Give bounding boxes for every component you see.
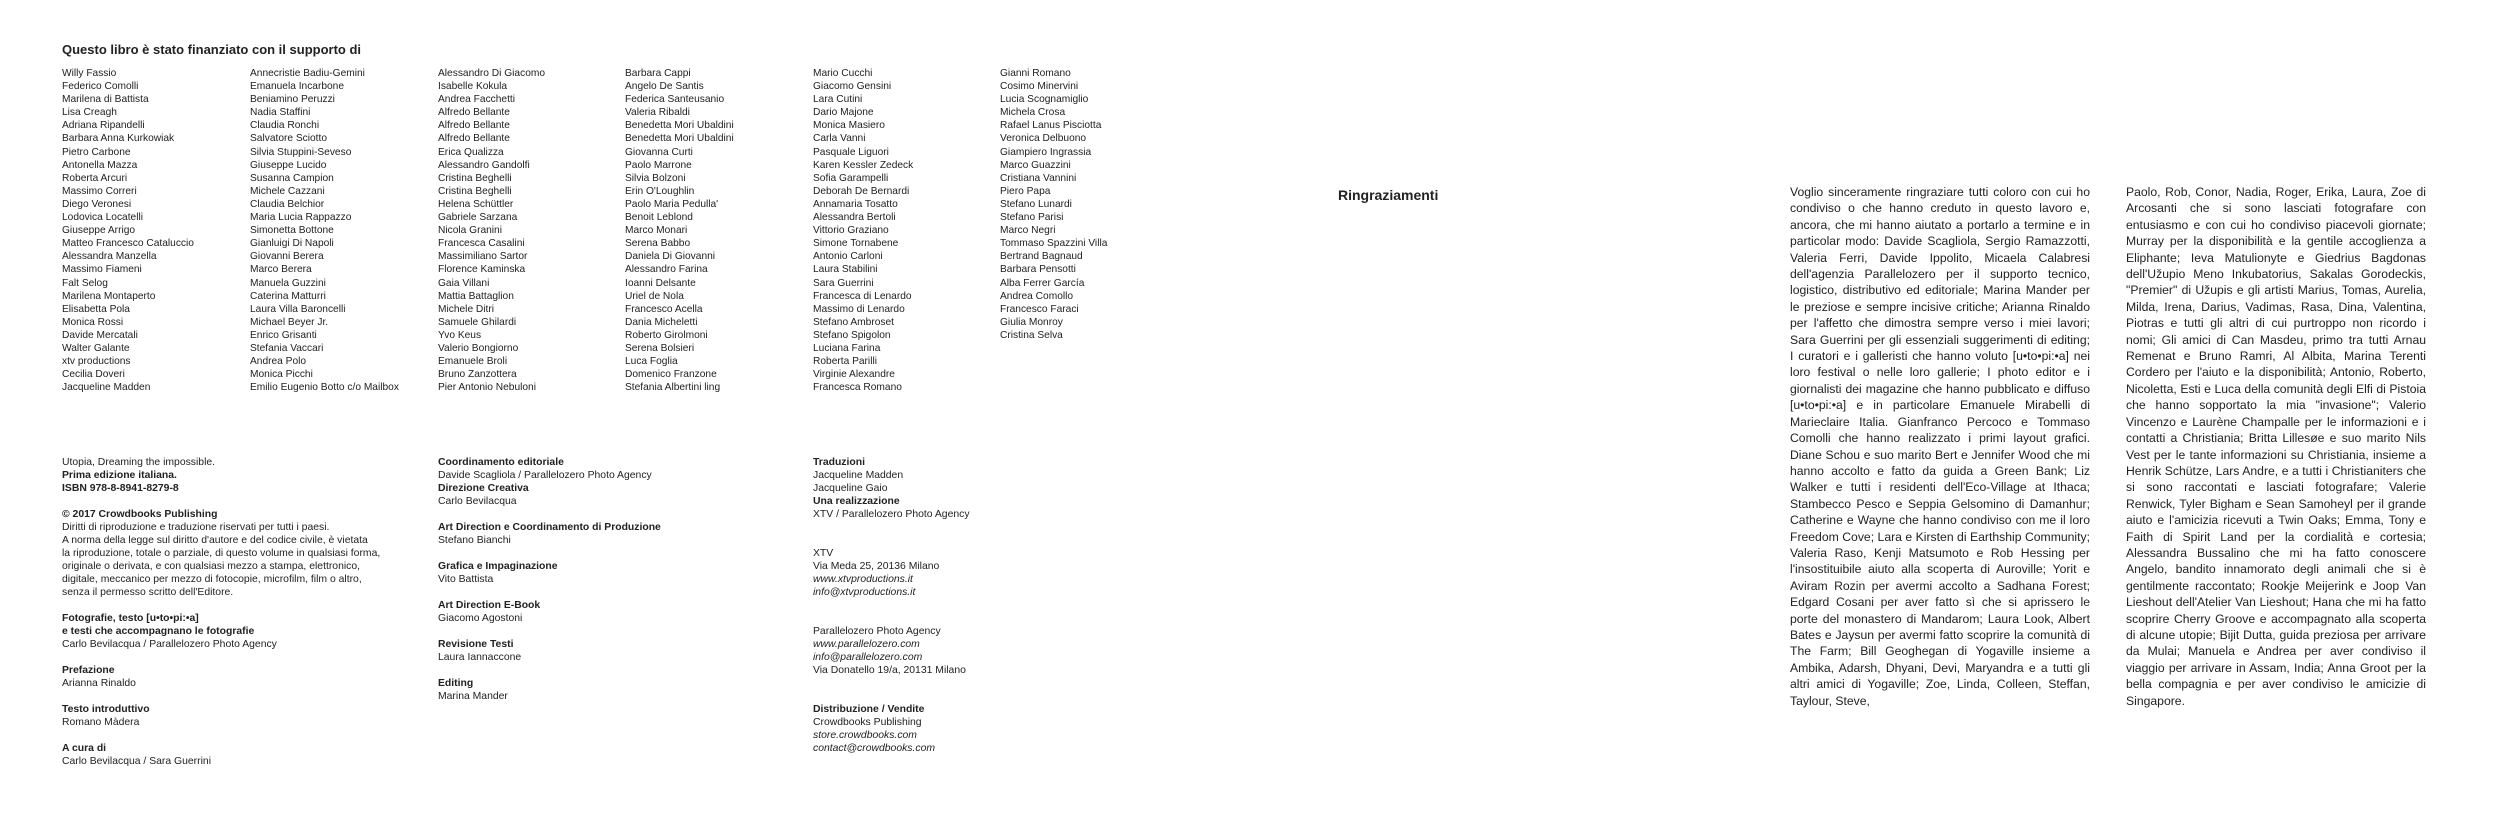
list-item: A norma della legge sul diritto d'autore e del codice civile, è vietata (62, 535, 368, 546)
preface-label: Prefazione (62, 665, 115, 676)
list-item: Diritti di riproduzione e traduzione riservati per tutti i paesi. (62, 522, 330, 533)
list-item: Luca Foglia (625, 356, 678, 368)
graphics-label: Grafica e Impaginazione (438, 561, 558, 572)
list-item: Stefania Vaccari (250, 342, 324, 354)
list-item: Alessandro Gandolfi (438, 159, 530, 171)
list-item: Pietro Carbone (62, 146, 131, 158)
parallelozero-address: Via Donatello 19/a, 20131 Milano (813, 665, 966, 676)
list-item: Susanna Campion (250, 172, 334, 184)
list-item: Nadia Staffini (250, 107, 311, 119)
intro-label: Testo introduttivo (62, 704, 150, 715)
intro-value: Romano Màdera (62, 717, 140, 728)
parallelozero-email-link[interactable]: info@parallelozero.com (813, 652, 923, 663)
edited-value: Carlo Bevilacqua / Sara Guerrini (62, 756, 212, 767)
list-item: Benedetta Mori Ubaldini (625, 133, 734, 145)
list-item: Helena Schüttler (438, 198, 514, 210)
list-item: Giuseppe Lucido (250, 159, 327, 171)
parallelozero-web-link[interactable]: www.parallelozero.com (813, 639, 920, 650)
list-item: Matteo Francesco Cataluccio (62, 238, 194, 250)
supporters-column-2 (250, 67, 399, 394)
isbn: ISBN 978-8-8941-8279-8 (62, 483, 179, 494)
list-item: xtv productions (62, 356, 131, 368)
list-item: Alessandra Bertoli (813, 212, 896, 224)
supporters-column-1 (62, 67, 194, 394)
list-item: Stefano Ambroset (813, 316, 894, 328)
list-item: Simone Tornabene (813, 238, 899, 250)
list-item: Marco Monari (625, 225, 688, 237)
list-item: Giampiero Ingrassia (1000, 146, 1092, 158)
list-item: Sara Guerrini (813, 277, 874, 289)
list-item: Giulia Monroy (1000, 316, 1063, 328)
list-item: Jacqueline Madden (62, 382, 151, 394)
list-item: Stefania Albertini ling (625, 382, 721, 394)
credits-left (62, 456, 432, 768)
list-item: Cristina Beghelli (438, 185, 512, 197)
list-item: Claudia Belchior (250, 198, 325, 210)
supporters-column-5 (813, 67, 913, 394)
list-item: Lodovica Locatelli (62, 212, 143, 224)
list-item: Alessandro Farina (625, 264, 708, 276)
list-item: Silvia Bolzoni (625, 172, 686, 184)
ebook-label: Art Direction E-Book (438, 600, 541, 611)
distribution-label: Distribuzione / Vendite (813, 704, 925, 715)
revision-value: Laura Iannaccone (438, 652, 522, 663)
list-item: Andrea Polo (250, 356, 307, 368)
photos-label-2: e testi che accompagnano le fotografie (62, 626, 255, 637)
graphics-value: Vito Battista (438, 574, 494, 585)
list-item: Enrico Grisanti (250, 329, 317, 341)
list-item: Barbara Pensotti (1000, 264, 1076, 276)
list-item: Cristiana Vannini (1000, 172, 1077, 184)
distribution-value: Crowdbooks Publishing (813, 717, 922, 728)
list-item: Giovanna Curti (625, 146, 693, 158)
list-item: Michael Beyer Jr. (250, 316, 329, 328)
list-item: Roberta Parilli (813, 356, 877, 368)
realization-label: Una realizzazione (813, 496, 900, 507)
list-item: Marco Guazzini (1000, 159, 1071, 171)
xtv-address: Via Meda 25, 20136 Milano (813, 561, 940, 572)
list-item: Marco Berera (250, 264, 312, 276)
list-item: Laura Stabilini (813, 264, 878, 276)
list-item: Uriel de Nola (625, 290, 684, 302)
list-item: Francesco Acella (625, 303, 703, 315)
list-item: Giacomo Gensini (813, 81, 892, 93)
list-item: Francesco Faraci (1000, 303, 1079, 315)
list-item: Alba Ferrer García (1000, 277, 1085, 289)
list-item: Simonetta Bottone (250, 225, 334, 237)
list-item: Gianluigi Di Napoli (250, 238, 334, 250)
list-item: Karen Kessler Zedeck (813, 159, 914, 171)
list-item: Marco Negri (1000, 225, 1056, 237)
list-item: Massimo Correri (62, 185, 137, 197)
list-item: originale o derivata, e con qualsiasi mezzo a stampa, elettronico, (62, 561, 361, 572)
list-item: Rafael Lanus Pisciotta (1000, 120, 1102, 132)
list-item: Federico Comolli (62, 81, 139, 93)
list-item: Maria Lucia Rappazzo (250, 212, 352, 224)
list-item: Sofia Garampelli (813, 172, 889, 184)
distribution-email-link[interactable]: contact@crowdbooks.com (813, 743, 936, 754)
list-item: digitale, meccanico per mezzo di fotocopie, microfilm, film o altro, (62, 574, 362, 585)
list-item: Alfredo Bellante (438, 107, 510, 119)
list-item: Antonio Carloni (813, 251, 883, 263)
list-item: Claudia Ronchi (250, 120, 320, 132)
list-item: Carla Vanni (813, 133, 866, 145)
list-item: Pier Antonio Nebuloni (438, 382, 536, 394)
list-item: Marilena Montaperto (62, 290, 156, 302)
list-item: Benedetta Mori Ubaldini (625, 120, 734, 132)
list-item: Veronica Delbuono (1000, 133, 1087, 145)
list-item: Mattia Battaglion (438, 290, 514, 302)
list-item: Silvia Stuppini-Seveso (250, 146, 352, 158)
list-item: Gaia Villani (438, 277, 490, 289)
xtv-web-link[interactable]: www.xtvproductions.it (813, 574, 913, 585)
list-item: Angelo De Santis (625, 81, 704, 93)
credits-right (813, 456, 1173, 755)
list-item: Paolo Marrone (625, 159, 692, 171)
list-item: Deborah De Bernardi (813, 185, 910, 197)
list-item: Federica Santeusanio (625, 94, 725, 106)
list-item: Isabelle Kokula (438, 81, 508, 93)
list-item: Monica Masiero (813, 120, 885, 132)
coord-label: Coordinamento editoriale (438, 457, 564, 468)
list-item: Nicola Granini (438, 225, 502, 237)
editing-label: Editing (438, 678, 474, 689)
editing-value: Marina Mander (438, 691, 508, 702)
list-item: Cristina Beghelli (438, 172, 512, 184)
photos-value: Carlo Bevilacqua / Parallelozero Photo Agency (62, 639, 277, 650)
artdir-label: Art Direction e Coordinamento di Produzione (438, 522, 661, 533)
list-item: Barbara Anna Kurkowiak (62, 133, 175, 145)
parallelozero-name: Parallelozero Photo Agency (813, 626, 941, 637)
list-item: Alessandra Manzella (62, 251, 157, 263)
list-item: Bertrand Bagnaud (1000, 251, 1083, 263)
list-item: Antonella Mazza (62, 159, 138, 171)
list-item: Salvatore Sciotto (250, 133, 328, 145)
list-item: Lara Cutini (813, 94, 863, 106)
list-item: Erin O'Loughlin (625, 185, 695, 197)
list-item: Stefano Parisi (1000, 212, 1064, 224)
rights-text (62, 521, 432, 599)
list-item: Annecristie Badiu-Gemini (250, 68, 365, 79)
list-item: Adriana Ripandelli (62, 120, 145, 132)
photos-label: Fotografie, testo [u•to•pi:•a] (62, 613, 199, 624)
list-item: Lisa Creagh (62, 107, 117, 119)
distribution-web-link[interactable]: store.crowdbooks.com (813, 730, 917, 741)
edited-label: A cura di (62, 743, 107, 754)
list-item: Andrea Comollo (1000, 290, 1074, 302)
list-item: Piero Papa (1000, 185, 1051, 197)
list-item: Beniamino Peruzzi (250, 94, 335, 106)
list-item: Francesca di Lenardo (813, 290, 912, 302)
list-item: Alfredo Bellante (438, 120, 510, 132)
list-item: Davide Mercatali (62, 329, 138, 341)
list-item: Vittorio Graziano (813, 225, 889, 237)
list-item: Michele Cazzani (250, 185, 325, 197)
list-item: Falt Selog (62, 277, 108, 289)
creative-value: Carlo Bevilacqua (438, 496, 517, 507)
list-item: Emanuela Incarbone (250, 81, 345, 93)
list-item: Giovanni Berera (250, 251, 324, 263)
list-item: Benoit Leblond (625, 212, 693, 224)
realization-value: XTV / Parallelozero Photo Agency (813, 509, 970, 520)
revision-label: Revisione Testi (438, 639, 514, 650)
list-item: Serena Babbo (625, 238, 691, 250)
list-item: Gabriele Sarzana (438, 212, 518, 224)
list-item: Francesca Romano (813, 382, 902, 394)
credits-middle (438, 456, 798, 703)
acknowledgements-title: Ringraziamenti (1338, 187, 1439, 203)
list-item: Massimo di Lenardo (813, 303, 905, 315)
list-item: Giuseppe Arrigo (62, 225, 136, 237)
translator-1: Jacqueline Madden (813, 470, 904, 481)
acknowledgements-column-2: Paolo, Rob, Conor, Nadia, Roger, Erika, Laura, Zoe di Arcosanti che si sono lasciati fotografare con entusiasmo e con cui ho condiviso piacevoli giornate; Murray per la disponibilità e la gentile accoglienza a Eliphante; Ieva Matulionyte e Giedrius Bagdonas dell'Užupio Meno Inkubatorius, Sakalas Gorodeckis, "Premier" di Užupis e gli artisti Marius, Tomas, Aurelia, Milda, Irena, Darius, Vadimas, Rasa, Dina, Valentina, Piotras e tutti gli altri di cui purtroppo non ricordo i nomi; Gli amici di Can Masdeu, primo tra tutti Arnau Remenat e Bruno Ramri, Al Albita, Marina Terenti Cordero per l'aiuto e la disponibilità; Antonio, Roberto, Nicoletta, Esti e Luca della comunità degli Elfi di Pistoia che hanno sopportato la mia "invasione"; Valerio Vincenzo e Laurène Champalle per le informazioni e i contatti a Christiania; Britta Lillesøe e suo marito Nils Vest per le tante informazioni su Christiania, insieme a Henrik Schütze, Lars Andre, e a tutti i Christianiters che si sono raccontati e lasciati fotografare; Valerie Renwick, Tyler Bigham e Sean Samoheyl per il grande aiuto e l'amicizia ricevuti a Twin Oaks; Emma, Tony e Faith di Spirit Land per la cordialità e cortesia; Alessandra Bussalino che mi ha fatto conoscere Angelo, bandito innamorato degli animali che si è gentilmente raccontato; Rookje Meijerink e Joop Van Lieshout dell'Atelier Van Lieshout; Hana che mi ha fatto scoprire Cherry Groove e accompagnato alla scoperta di alcune utopie; Bijit Dutta, guida preziosa per arrivare da Mulai; Manuela e Andrea per aver condiviso il viaggio per arrivare in Assam, India; Anna Groot per la bella compagnia e per aver condiviso le amicizie di Singapore. (2126, 185, 2426, 708)
list-item: senza il permesso scritto dell'Editore. (62, 587, 234, 598)
list-item: Roberta Arcuri (62, 172, 128, 184)
list-item: Elisabetta Pola (62, 303, 130, 315)
list-item: Cristina Selva (1000, 329, 1063, 341)
list-item: Serena Bolsieri (625, 342, 695, 354)
list-item: Ioanni Delsante (625, 277, 696, 289)
list-item: Yvo Keus (438, 329, 482, 341)
xtv-name: XTV (813, 548, 834, 559)
list-item: Domenico Franzone (625, 369, 717, 381)
list-item: Monica Picchi (250, 369, 313, 381)
list-item: Dario Majone (813, 107, 874, 119)
acknowledgements-column-1: Voglio sinceramente ringraziare tutti coloro con cui ho condiviso o che hanno creduto in questo lavoro e, ancora, che mi hanno aiutato a portarlo a termine e in particolar modo: Davide Scagliola, Sergio Ramazzotti, Valeria Ferri, Davide Ippolito, Micaela Calabresi dell'agenzia Parallelozero per il supporto tecnico, logistico, distributivo ed editoriale; Marina Mander per le preziose e sempre incisive critiche; Arianna Rinaldo per l'affetto che dimostra sempre verso i miei lavori; Sara Guerrini per gli essenziali suggerimenti di editing; I curatori e i galleristi che hanno voluto [u•to•pi:•a] nei loro festival o nelle loro gallerie; I photo editor e i giornalisti dei magazine che hanno pubblicato e diffuso [u•to•pi:•a] e in particolare Emanuele Mirabelli di Marieclaire Italia. Gianfranco Percoco e Tommaso Comolli che hanno realizzato i primi layout grafici. Diane Schou e suo marito Bert e Jennifer Wood che mi hanno accolto e fatto da guida a Green Bank; Liz Walker e tutti i residenti dell'Eco-Village at Ithaca; Stambecco Pesco e Seppia Gelsomino di Damanhur; Catherine e Wayne che hanno condiviso con me il loro Freedom Cove; Lara e Kirsten di Earthship Community; Valeria Raso, Kenji Matsumoto e Rob Hessing per l'insostituibile aiuto alla scoperta di Auroville; Yorit e Aviram Rozin per avermi accolto a Sadhana Forest; Edgard Cosani per aver fatto sì che si aprissero le porte del monastero di Mandarom; Laura Look, Albert Bates e Jaysun per avermi fatto scoprire la comunità di The Farm; Bill Geoghegan di Yogaville insieme a Ambika, Adarsh, Dhyani, Devi, Maryandra e a tutti gli altri amici di Yogaville; Zoe, Linda, Colleen, Steffan, Taylour, Steve, (1790, 185, 2090, 708)
list-item: Stefano Spigolon (813, 329, 891, 341)
list-item: Alessandro Di Giacomo (438, 68, 546, 79)
artdir-value: Stefano Bianchi (438, 535, 511, 546)
list-item: Emanuele Broli (438, 356, 508, 368)
list-item: Valeria Ribaldi (625, 107, 690, 119)
ebook-value: Giacomo Agostoni (438, 613, 523, 624)
edition: Prima edizione italiana. (62, 470, 177, 481)
list-item: Francesca Casalini (438, 238, 525, 250)
list-item: Barbara Cappi (625, 68, 691, 79)
list-item: Annamaria Tosatto (813, 198, 898, 210)
list-item: Cosimo Minervini (1000, 81, 1079, 93)
list-item: Roberto Girolmoni (625, 329, 708, 341)
list-item: Lucia Scognamiglio (1000, 94, 1089, 106)
list-item: Gianni Romano (1000, 68, 1071, 79)
book-title: Utopia, Dreaming the impossible. (62, 457, 216, 468)
supporters-heading: Questo libro è stato finanziato con il supporto di (62, 42, 362, 57)
list-item: Manuela Guzzini (250, 277, 326, 289)
list-item: Michela Crosa (1000, 107, 1066, 119)
list-item: la riproduzione, totale o parziale, di questo volume in qualsiasi forma, (62, 548, 381, 559)
list-item: Virginie Alexandre (813, 369, 895, 381)
list-item: Florence Kaminska (438, 264, 526, 276)
list-item: Stefano Lunardi (1000, 198, 1072, 210)
list-item: Massimo Fiameni (62, 264, 142, 276)
list-item: Michele Ditri (438, 303, 495, 315)
list-item: Andrea Facchetti (438, 94, 516, 106)
list-item: Walter Galante (62, 342, 130, 354)
translator-2: Jacqueline Gaio (813, 483, 888, 494)
list-item: Massimiliano Sartor (438, 251, 528, 263)
xtv-email-link[interactable]: info@xtvproductions.it (813, 587, 916, 598)
list-item: Mario Cucchi (813, 68, 873, 79)
list-item: Laura Villa Baroncelli (250, 303, 346, 315)
list-item: Valerio Bongiorno (438, 342, 519, 354)
preface-value: Arianna Rinaldo (62, 678, 136, 689)
coord-value: Davide Scagliola / Parallelozero Photo Agency (438, 470, 652, 481)
list-item: Willy Fassio (62, 68, 117, 79)
list-item: Emilio Eugenio Botto c/o Mailbox (250, 382, 399, 394)
copyright: © 2017 Crowdbooks Publishing (62, 509, 218, 520)
translations-label: Traduzioni (813, 457, 865, 468)
list-item: Caterina Matturri (250, 290, 326, 302)
list-item: Bruno Zanzottera (438, 369, 517, 381)
supporters-column-6 (1000, 67, 1107, 342)
list-item: Tommaso Spazzini Villa (1000, 238, 1108, 250)
list-item: Marilena di Battista (62, 94, 149, 106)
list-item: Cecilia Doveri (62, 369, 125, 381)
list-item: Diego Veronesi (62, 198, 132, 210)
list-item: Erica Qualizza (438, 146, 504, 158)
list-item: Pasquale Liguori (813, 146, 889, 158)
creative-label: Direzione Creativa (438, 483, 529, 494)
supporters-column-4 (625, 67, 734, 394)
list-item: Monica Rossi (62, 316, 124, 328)
list-item: Luciana Farina (813, 342, 881, 354)
list-item: Samuele Ghilardi (438, 316, 517, 328)
list-item: Paolo Maria Pedulla' (625, 198, 719, 210)
list-item: Daniela Di Giovanni (625, 251, 716, 263)
list-item: Alfredo Bellante (438, 133, 510, 145)
supporters-column-3 (438, 67, 545, 394)
list-item: Dania Micheletti (625, 316, 698, 328)
